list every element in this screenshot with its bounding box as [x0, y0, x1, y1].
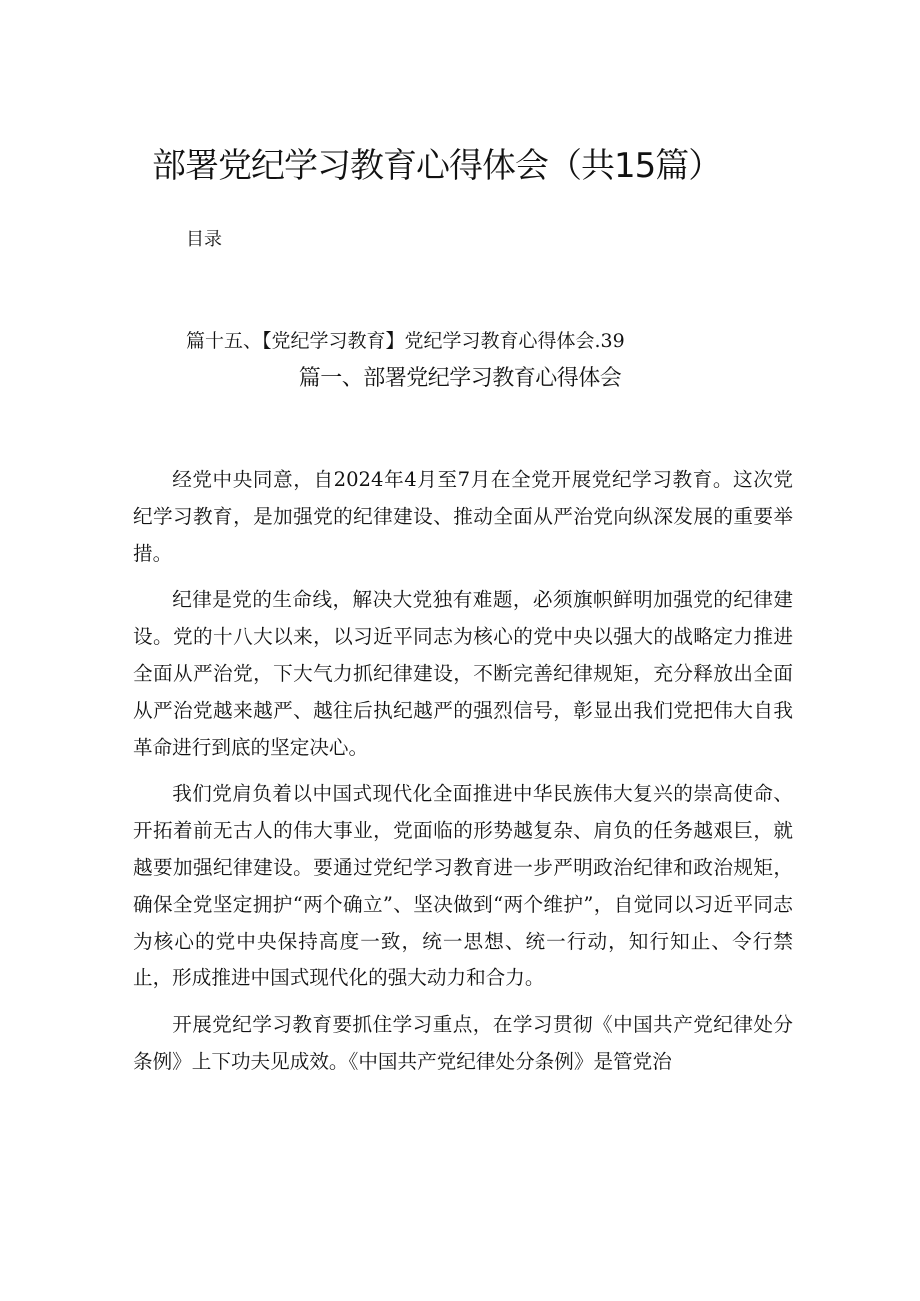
- body-text: [133, 462, 793, 1091]
- toc-entry[interactable]: 篇十五、【党纪学习教育】党纪学习教育心得体会.39: [186, 330, 625, 352]
- toc-label: 目录: [186, 229, 222, 250]
- paragraph: 我们党肩负着以中国式现代化全面推进中华民族伟大复兴的崇高使命、开拓着前无古人的伟大事业，党面临的形势越复杂、肩负的任务越艰巨，就越要加强纪律建设。要通过党纪学习教育进一步严明政治纪律和政治规矩，确保全党坚定拥护“两个确立”、坚决做到“两个维护”，自觉同以习近平同志为核心的党中央保持高度一致，统一思想、统一行动，知行知止、令行禁止，形成推进中国式现代化的强大动力和合力。: [133, 782, 793, 990]
- paragraph: 开展党纪学习教育要抓住学习重点，在学习贯彻《中国共产党纪律处分条例》上下功夫见成效。《中国共产党纪律处分条例》是管党治: [133, 1013, 793, 1073]
- section-heading: 篇一、部署党纪学习教育心得体会: [298, 366, 622, 391]
- document-title: 部署党纪学习教育心得体会（共15篇）: [152, 146, 722, 186]
- paragraph: 纪律是党的生命线，解决大党独有难题，必须旗帜鲜明加强党的纪律建设。党的十八大以来，以习近平同志为核心的党中央以强大的战略定力推进全面从严治党，下大气力抓纪律建设，不断完善纪律规矩，充分释放出全面从严治党越来越严、越往后执纪越严的强烈信号，彰显出我们党把伟大自我革命进行到底的坚定决心。: [133, 588, 793, 759]
- paragraph: 经党中央同意，自2024年4月至7月在全党开展党纪学习教育。这次党纪学习教育，是加强党的纪律建设、推动全面从严治党向纵深发展的重要举措。: [133, 468, 793, 565]
